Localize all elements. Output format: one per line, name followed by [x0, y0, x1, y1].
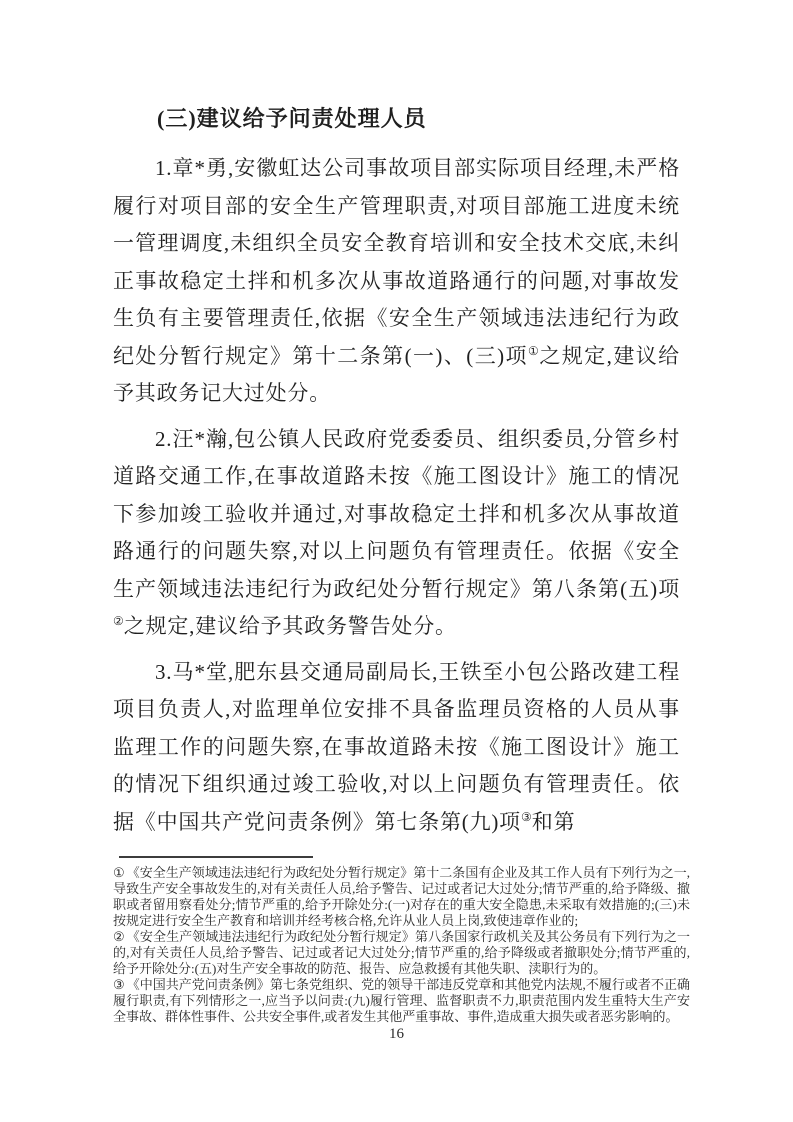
footnote-marker-1: ① [113, 865, 125, 880]
footnote-marker-2: ② [113, 929, 125, 944]
paragraph-text: 2.汪*瀚,包公镇人民政府党委委员、组织委员,分管乡村道路交通工作,在事故道路未按《施工图设计》施工的情况下参加竣工验收并通过,对事故稳定土拌和机多次从事故道路通行的问题失察,对以上问题负有管理责任。依据《安全生产领域违法违纪行为政纪处分暂行规定》第八条第(五)项 [113, 426, 680, 601]
footnote-item-1 [113, 865, 690, 929]
footnote-text: 《安全生产领域违法违纪行为政纪处分暂行规定》第十二条国有企业及其工作人员有下列行为之一,导致生产安全事故发生的,对有关责任人员,给予警告、记过或者记大过处分;情节严重的,给予降级、撤职或者留用察看处分;情节严重的,给予开除处分:(一)对存在的重大安全隐患,未采取有效措施的;(三)未按规定进行安全生产教育和培训并经考核合格,允许从业人员上岗,致使违章作业的; [113, 865, 690, 928]
footnote-text: 《中国共产党问责条例》第七条党组织、党的领导干部违反党章和其他党内法规,不履行或者不正确履行职责,有下列情形之一,应当予以问责:(九)履行管理、监督职责不力,职责范围内发生重特大生产安全事故、群体性事件、公共安全事件,或者发生其他严重事故、事件,造成重大损失或者恶劣影响的。 [113, 977, 690, 1024]
paragraph-accountability-person-3 [113, 654, 680, 842]
footnote-item-3 [113, 977, 690, 1025]
footnotes-section [113, 856, 690, 1025]
page-number: 16 [389, 1026, 404, 1042]
document-body [113, 100, 680, 841]
footnote-ref-2: ② [113, 614, 124, 628]
section-heading: (三)建议给予问责处理人员 [157, 106, 427, 131]
paragraph-accountability-person-1 [113, 150, 680, 413]
paragraph-accountability-person-2 [113, 421, 680, 646]
footnote-separator [119, 856, 313, 858]
paragraph-text: 1.章*勇,安徽虹达公司事故项目部实际项目经理,未严格履行对项目部的安全生产管理职责,对项目部施工进度未统一管理调度,未组织全员安全教育培训和安全技术交底,未纠正事故稳定土拌和机多次从事故道路通行的问题,对事故发生负有主要管理责任,依据《安全生产领域违法违纪行为政纪处分暂行规定》第十二条第(一)、(三)项 [113, 156, 680, 368]
footnote-text: 《安全生产领域违法违纪行为政纪处分暂行规定》第八条国家行政机关及其公务员有下列行为之一的,对有关责任人员,给予警告、记过或者记大过处分;情节严重的,给予降级或者撤职处分;情节严重的,给予开除处分:(五)对生产安全事故的防范、报告、应急救援有其他失职、渎职行为的。 [113, 929, 690, 976]
paragraph-text-after: 之规定,建议给予其政务记大过处分。 [113, 343, 680, 405]
footnote-marker-3: ③ [113, 977, 125, 992]
footnote-ref-3: ③ [521, 809, 532, 824]
paragraph-text-after: 之规定,建议给予其政务警告处分。 [123, 614, 457, 638]
paragraph-text-after: 和第 [531, 809, 576, 834]
paragraph-text: 3.马*堂,肥东县交通局副局长,王铁至小包公路改建工程项目负责人,对监理单位安排不具备监理员资格的人员从事监理工作的问题失察,在事故道路未按《施工图设计》施工的情况下组织通过竣工验收,对以上问题负有管理责任。依据《中国共产党问责条例》第七条第(九)项 [113, 659, 680, 834]
footnote-item-2 [113, 929, 690, 977]
footnote-ref-1: ① [527, 343, 540, 358]
